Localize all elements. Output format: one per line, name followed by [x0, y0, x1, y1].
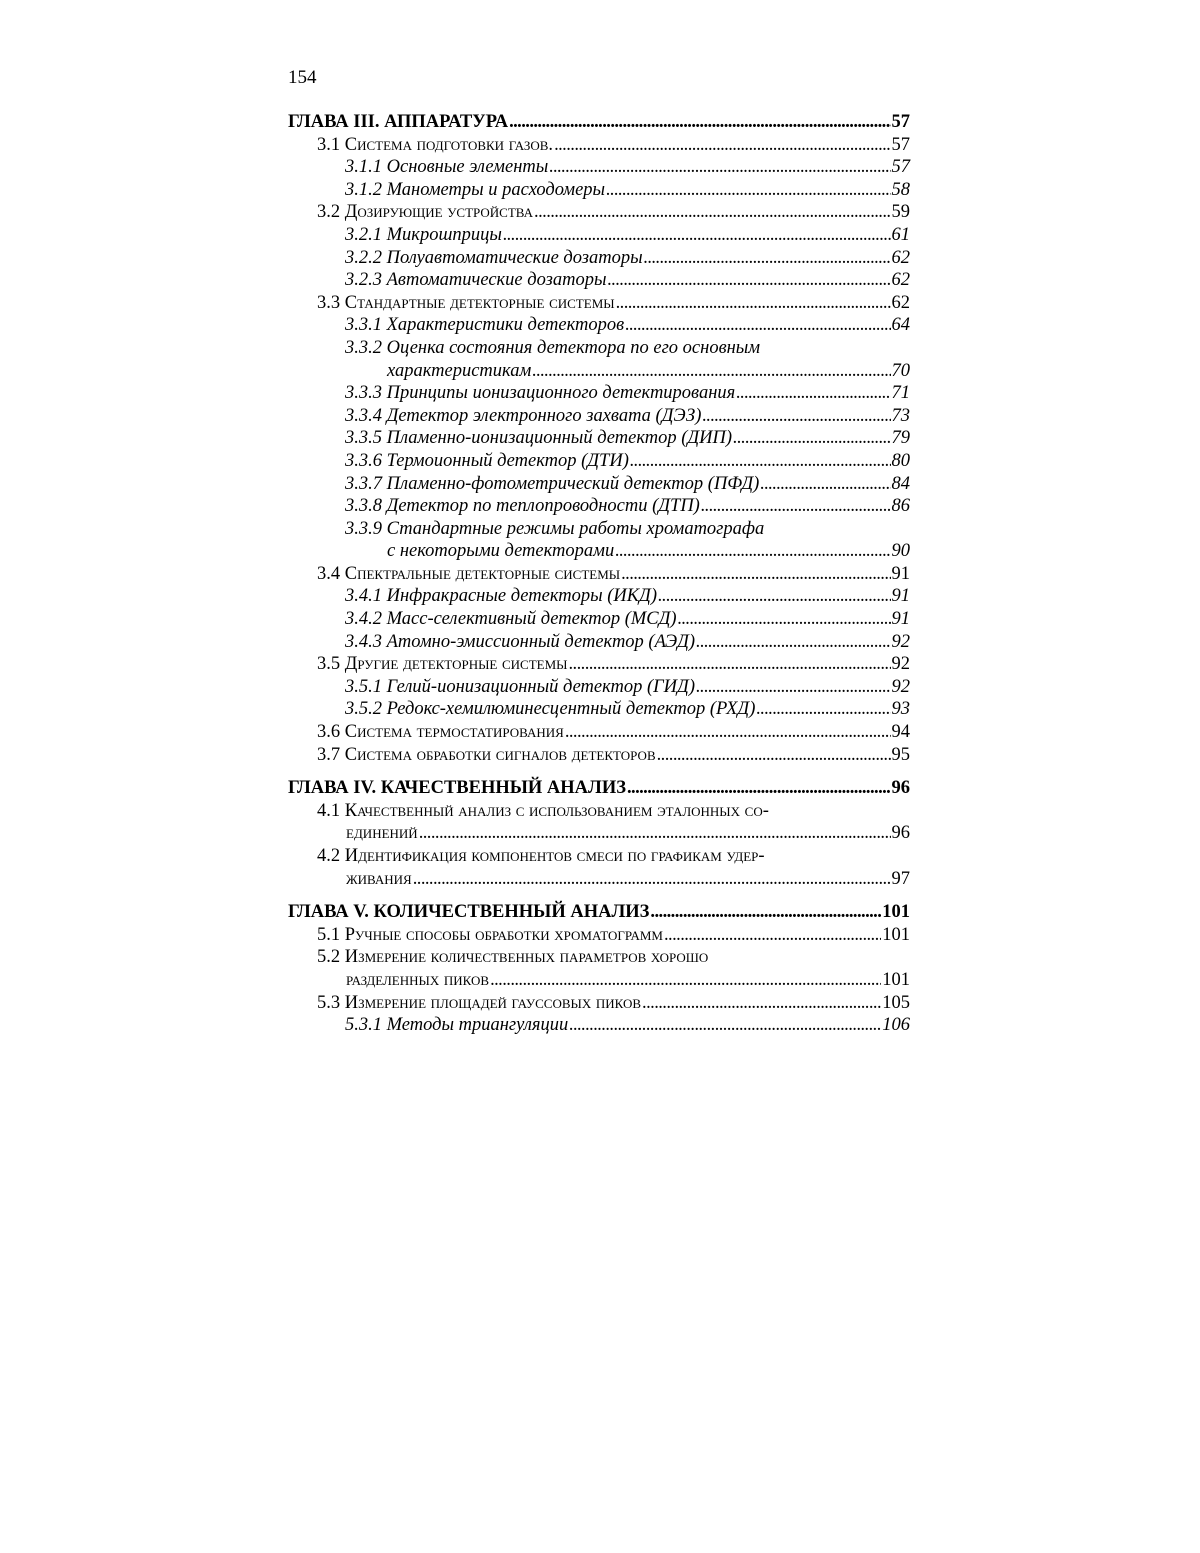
toc-page-number: 91	[891, 609, 910, 630]
toc-entry-title: 3.4.2 Масс-селективный детектор (МСД)	[345, 609, 677, 630]
toc-entry-section	[317, 744, 910, 767]
toc-section-number: 5.3	[317, 992, 341, 1013]
toc-entry-sub	[345, 405, 910, 428]
toc-entry-sub	[345, 269, 910, 292]
dot-leader	[554, 134, 890, 157]
dot-leader	[736, 382, 890, 405]
toc-section-number: 3.4	[317, 563, 341, 584]
dot-leader	[490, 969, 881, 992]
toc-entry-title: Идентификация компонентов смеси по графикам удер-	[344, 846, 765, 866]
toc-entry-sub	[345, 247, 910, 270]
toc-entry-sub	[345, 495, 910, 518]
toc-page-number: 95	[891, 744, 910, 765]
toc-entry-title: 3.5.1 Гелий-ионизационный детектор (ГИД)	[345, 676, 695, 697]
toc-section-number: 3.5	[317, 654, 341, 675]
dot-leader	[696, 676, 891, 699]
toc-entry-title: ГЛАВА IV. КАЧЕСТВЕННЫЙ АНАЛИЗ	[288, 778, 626, 799]
toc-entry-title: 3.3.3 Принципы ионизационного детектирования	[345, 383, 736, 404]
toc-entry-title: 3.2.2 Полуавтоматические дозаторы	[345, 247, 643, 268]
table-of-contents	[288, 111, 910, 1037]
toc-page-number: 58	[891, 179, 910, 200]
toc-entry-section	[317, 845, 910, 890]
toc-page-number: 61	[891, 224, 910, 245]
toc-page-number: 101	[882, 902, 910, 923]
toc-entry-section	[317, 721, 910, 744]
dot-leader	[615, 540, 890, 563]
toc-page-number: 57	[891, 112, 910, 132]
dot-leader	[664, 924, 881, 947]
toc-entry-title: Ручные способы обработки хроматограмм	[344, 924, 663, 945]
toc-entry-title: 3.5.2 Редокс-хемилюминесцентный детектор (РХД)	[345, 699, 756, 720]
dot-leader	[658, 585, 891, 608]
toc-page-number: 86	[891, 496, 910, 517]
toc-entry-title: Система обработки сигналов детекторов	[344, 744, 656, 765]
toc-entry-title: 3.3.7 Пламенно-фотометрический детектор (ПФД)	[345, 473, 760, 494]
toc-page-number: 101	[882, 969, 910, 990]
toc-entry-title: ГЛАВА V. КОЛИЧЕСТВЕННЫЙ АНАЛИЗ	[288, 902, 650, 923]
toc-entry-section	[317, 992, 910, 1015]
dot-leader	[621, 563, 890, 586]
toc-entry-sub	[345, 314, 910, 337]
toc-entry-sub	[345, 676, 910, 699]
toc-entry-title: 3.2.3 Автоматические дозаторы	[345, 270, 607, 291]
toc-entry-title: Другие детекторные системы	[344, 654, 568, 675]
dot-leader	[644, 247, 891, 270]
toc-entry-sub	[345, 427, 910, 450]
toc-page-number: 91	[891, 563, 910, 584]
toc-entry-section	[317, 563, 910, 586]
toc-page-number: 91	[891, 586, 910, 607]
toc-entry-title: Система термостатирования	[344, 722, 564, 743]
toc-entry-chapter	[288, 111, 910, 134]
toc-entry-title: 3.1.1 Основные элементы	[345, 157, 549, 178]
toc-page-number: 92	[891, 631, 910, 652]
dot-leader	[413, 868, 891, 891]
dot-leader	[630, 450, 891, 473]
toc-entry-title: Качественный анализ с использованием эталонных со-	[344, 800, 769, 821]
toc-page-number: 62	[891, 292, 910, 313]
toc-entry-continuation: с некоторыми детекторами	[387, 541, 615, 562]
toc-entry-sub	[345, 179, 910, 202]
toc-page-number: 105	[882, 992, 910, 1013]
toc-page-number: 96	[891, 823, 910, 844]
dot-leader	[627, 777, 891, 800]
toc-entry-title: Измерение площадей гауссовых пиков	[344, 992, 642, 1013]
toc-section-number: 4.2	[317, 846, 341, 866]
toc-entry-title: Измерение количественных параметров хорошо	[344, 947, 709, 968]
toc-entry-sub	[345, 585, 910, 608]
dot-leader	[625, 314, 890, 337]
toc-page-number: 96	[891, 778, 910, 799]
toc-section-number: 5.2	[317, 947, 341, 968]
toc-entry-sub	[345, 337, 910, 382]
dot-leader	[419, 822, 891, 845]
toc-section-number: 3.2	[317, 202, 341, 223]
toc-section-number: 3.3	[317, 292, 341, 313]
toc-entry-sub	[345, 450, 910, 473]
toc-page-number: 71	[891, 383, 910, 404]
toc-entry-continuation: разделенных пиков	[346, 969, 490, 990]
toc-entry-title: 3.4.1 Инфракрасные детекторы (ИКД)	[345, 586, 657, 607]
toc-entry-title: 3.2.1 Микрошприцы	[345, 224, 502, 245]
toc-entry-title: 3.3.9 Стандартные режимы работы хроматографа	[345, 518, 765, 539]
toc-page-number: 62	[891, 270, 910, 291]
toc-entry-title: 3.3.5 Пламенно-ионизационный детектор (ДИП)	[345, 428, 733, 449]
toc-section-number: 3.1	[317, 134, 341, 155]
dot-leader	[565, 721, 891, 744]
dot-leader	[702, 405, 890, 428]
toc-page-number: 57	[891, 157, 910, 178]
toc-entry-title: Дозирующие устройства	[344, 202, 534, 223]
dot-leader	[657, 744, 891, 767]
toc-entry-title: Стандартные детекторные системы	[344, 292, 615, 313]
toc-page-number: 106	[882, 1015, 910, 1036]
dot-leader	[608, 269, 891, 292]
dot-leader	[642, 992, 881, 1015]
toc-entry-section	[317, 946, 910, 991]
toc-entry-title: 3.4.3 Атомно-эмиссионный детектор (АЭД)	[345, 631, 696, 652]
dot-leader	[678, 608, 891, 631]
toc-entry-sub	[345, 382, 910, 405]
toc-page-number: 92	[891, 676, 910, 697]
toc-entry-title: 3.3.6 Термоионный детектор (ДТИ)	[345, 450, 629, 471]
page-number: 154	[288, 67, 317, 88]
toc-entry-sub	[345, 1014, 910, 1037]
toc-entry-sub	[345, 224, 910, 247]
toc-entry-sub	[345, 698, 910, 721]
toc-entry-title: 3.3.4 Детектор электронного захвата (ДЭЗ)	[345, 405, 702, 426]
toc-page-number: 94	[891, 722, 910, 743]
toc-page-number: 90	[891, 541, 910, 562]
dot-leader	[549, 156, 890, 179]
toc-entry-title: 3.3.1 Характеристики детекторов	[345, 315, 625, 336]
toc-entry-sub	[345, 608, 910, 631]
toc-page-number: 57	[891, 134, 910, 155]
toc-entry-section	[317, 201, 910, 224]
toc-entry-continuation: единений	[346, 823, 418, 844]
toc-entry-sub	[345, 518, 910, 563]
dot-leader	[532, 360, 890, 383]
toc-entry-sub	[345, 156, 910, 179]
toc-page-number: 101	[882, 924, 910, 945]
toc-entry-title: ГЛАВА III. АППАРАТУРА	[288, 112, 509, 132]
dot-leader	[616, 292, 891, 315]
toc-page-number: 79	[891, 428, 910, 449]
toc-entry-title: 3.3.2 Оценка состояния детектора по его основным	[345, 337, 761, 358]
toc-entry-continuation: живания	[346, 868, 412, 889]
toc-section-number: 5.1	[317, 924, 341, 945]
toc-entry-section	[317, 134, 910, 157]
toc-page-number: 97	[891, 868, 910, 889]
dot-leader	[606, 179, 890, 202]
toc-section-number: 3.7	[317, 744, 341, 765]
dot-leader	[534, 201, 890, 224]
toc-entry-title: 3.1.2 Манометры и расходомеры	[345, 179, 606, 200]
toc-entry-section	[317, 924, 910, 947]
toc-page-number: 84	[891, 473, 910, 494]
toc-entry-sub	[345, 631, 910, 654]
toc-page-number: 73	[891, 405, 910, 426]
dot-leader	[650, 901, 881, 924]
dot-leader	[569, 1014, 881, 1037]
toc-page-number: 70	[891, 360, 910, 381]
toc-entry-continuation: характеристикам	[387, 360, 532, 381]
toc-page-number: 92	[891, 654, 910, 675]
toc-entry-sub	[345, 473, 910, 496]
dot-leader	[733, 427, 890, 450]
toc-section-number: 3.6	[317, 722, 341, 743]
toc-page-number: 64	[891, 315, 910, 336]
toc-entry-section	[317, 800, 910, 845]
toc-entry-section	[317, 292, 910, 315]
toc-page-number: 59	[891, 202, 910, 223]
dot-leader	[503, 224, 891, 247]
toc-page-number: 62	[891, 247, 910, 268]
toc-entry-title: Спектральные детекторные системы	[344, 563, 621, 584]
toc-page-number: 80	[891, 450, 910, 471]
toc-entry-title: 3.3.8 Детектор по теплопроводности (ДТП)	[345, 496, 700, 517]
toc-entry-chapter	[288, 901, 910, 924]
dot-leader	[509, 111, 890, 134]
toc-section-number: 4.1	[317, 800, 341, 821]
toc-page-number: 93	[891, 699, 910, 720]
toc-entry-section	[317, 653, 910, 676]
toc-entry-title: 5.3.1 Методы триангуляции	[345, 1015, 569, 1036]
toc-entry-chapter	[288, 777, 910, 800]
dot-leader	[696, 631, 890, 654]
toc-entry-title: Система подготовки газов.	[344, 134, 554, 155]
dot-leader	[756, 698, 890, 721]
dot-leader	[701, 495, 891, 518]
dot-leader	[760, 473, 890, 496]
dot-leader	[569, 653, 891, 676]
